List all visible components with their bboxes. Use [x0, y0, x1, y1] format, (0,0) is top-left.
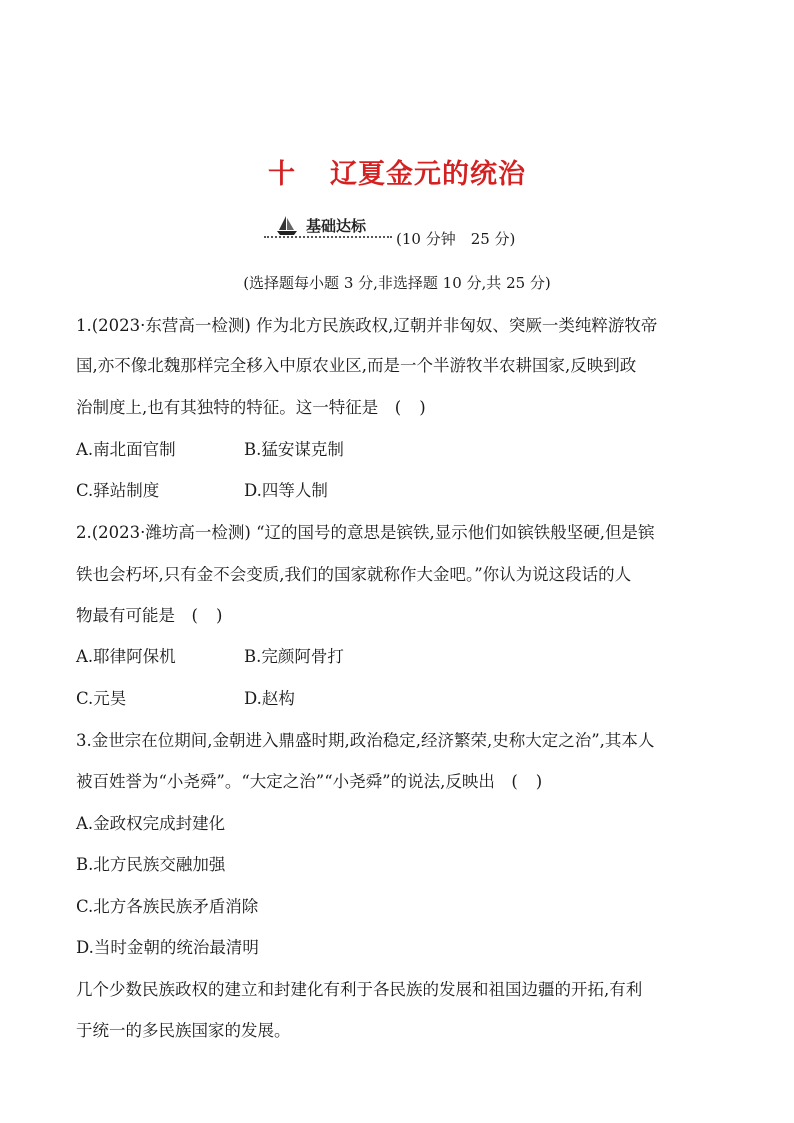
q1-option-b: B.猛安谋克制 — [244, 440, 344, 459]
answer-bracket-close: ) — [419, 398, 426, 417]
question-3-line-1: 3.金世宗在位期间,金朝进入鼎盛时期,政治稳定,经济繁荣,史称大定之治”,其本人 — [76, 731, 655, 750]
section-header — [264, 212, 564, 248]
q3-option-d: D.当时金朝的统治最清明 — [76, 938, 259, 957]
question-2-line-2: 铁也会朽坏,只有金不会变质,我们的国家就称作大金吧。”你认为说这段话的人 — [76, 565, 632, 584]
dotted-underline — [264, 236, 392, 238]
q3-option-a: A.金政权完成封建化 — [76, 814, 226, 833]
chapter-title: 辽夏金元的统治 — [330, 159, 526, 190]
question-2-line-1: 2.(2023·潍坊高一检测) “辽的国号的意思是镔铁,显示他们如镔铁般坚硬,但是镔 — [76, 523, 655, 542]
q1-option-a: A.南北面官制 — [76, 440, 176, 459]
section-time: (10 分钟 25 分) — [396, 230, 516, 248]
question-2-stem-end: 物最有可能是 ( — [76, 606, 198, 625]
q1-option-c: C.驿站制度 — [76, 481, 160, 500]
section-label: 基础达标 — [306, 217, 367, 235]
q3-option-c: C.北方各族民族矛盾消除 — [76, 897, 259, 916]
answer-bracket-close: ) — [535, 772, 543, 791]
answer-line-1: 几个少数民族政权的建立和封建化有利于各民族的发展和祖国边疆的开拓,有利 — [76, 980, 643, 999]
question-1-line-2: 国,亦不像北魏那样完全移入中原农业区,而是一个半游牧半农耕国家,反映到政 — [76, 356, 637, 375]
answer-bracket-close: ) — [215, 606, 223, 625]
question-1-line-3 — [76, 398, 426, 418]
scoring-note: (选择题每小题 3 分,非选择题 10 分,共 25 分) — [243, 274, 551, 292]
q2-option-d: D.赵构 — [244, 689, 295, 708]
question-3-line-2 — [76, 772, 542, 792]
page-title — [0, 152, 794, 191]
question-2-line-3 — [76, 606, 222, 626]
q2-option-c: C.元昊 — [76, 689, 127, 708]
chapter-number: 十 — [268, 159, 296, 190]
sailboat-icon — [276, 214, 298, 236]
q1-option-d: D.四等人制 — [244, 481, 328, 500]
question-1-line-1: 1.(2023·东营高一检测) 作为北方民族政权,辽朝并非匈奴、突厥一类纯粹游牧帝 — [76, 316, 658, 335]
question-1-stem-end: 治制度上,也有其独特的特征。这一特征是 ( — [76, 398, 402, 417]
question-3-stem-end: 被百姓誉为“小尧舜”。“大定之治”“小尧舜”的说法,反映出 ( — [76, 772, 518, 791]
q3-option-b: B.北方民族交融加强 — [76, 855, 226, 874]
answer-line-2: 于统一的多民族国家的发展。 — [76, 1021, 291, 1040]
q2-option-a: A.耶律阿保机 — [76, 647, 176, 666]
q2-option-b: B.完颜阿骨打 — [244, 647, 344, 666]
